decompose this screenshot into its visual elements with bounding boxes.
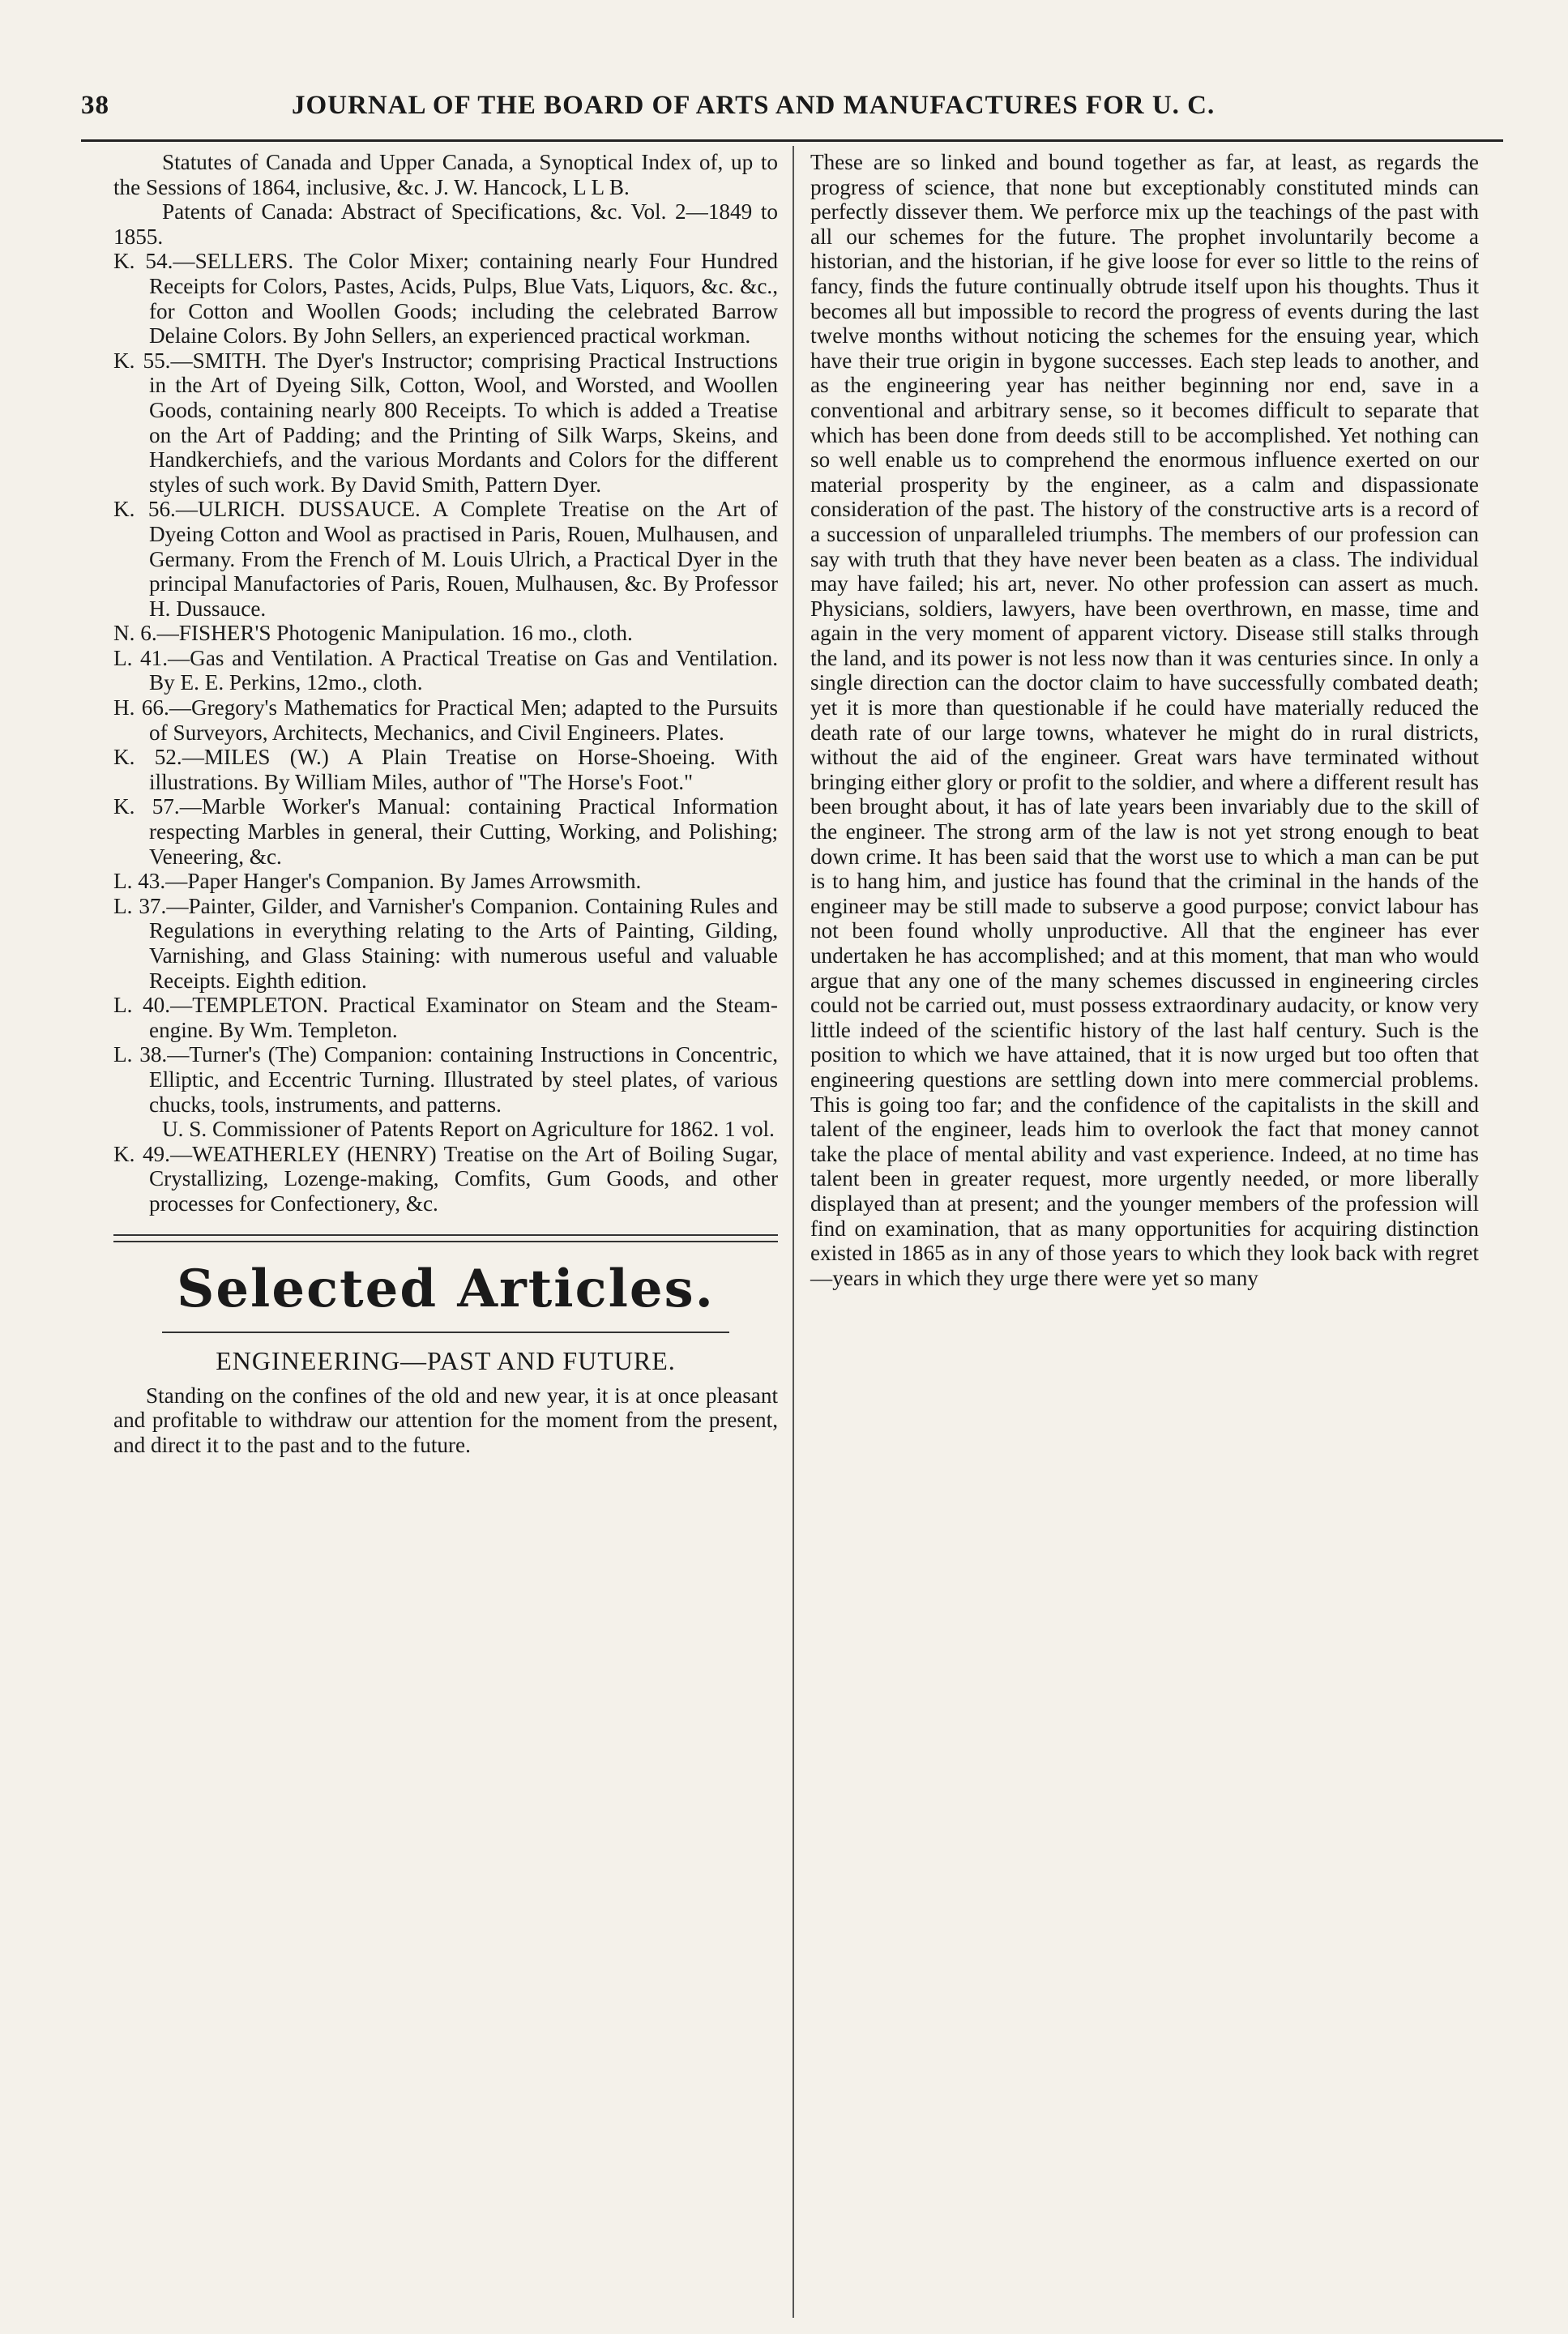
catalog-entry: K. 52.—MILES (W.) A Plain Treatise on Horse-Shoeing. With illustrations. By William Miles, author of "The Horse's Foot." — [113, 745, 778, 794]
section-rule — [113, 1234, 778, 1242]
catalog-entry: K. 55.—SMITH. The Dyer's Instructor; comprising Practical Instructions in the Art of Dyeing Silk, Cotton, Wool, and Worsted, and Woollen Goods, containing nearly 800 Receipts. To which is added a Treatise on the Art of Padding; and the Printing of Silk Warps, Skeins, and Handkerchiefs, and the various Mordants and Colors for the different styles of such work. By David Smith, Pattern Dyer. — [113, 348, 778, 497]
page-header — [81, 81, 1503, 130]
catalog-entry: N. 6.—FISHER'S Photogenic Manipulation. 16 mo., cloth. — [113, 621, 633, 646]
right-column — [810, 150, 1479, 1290]
column-divider — [793, 146, 794, 2318]
article-heading: ENGINEERING—PAST AND FUTURE. — [216, 1345, 676, 1375]
catalog-entry: K. 56.—ULRICH. DUSSAUCE. A Complete Treatise on the Art of Dyeing Cotton and Wool as practised in Paris, Rouen, Mulhausen, and Germany. From the French of M. Louis Ulrich, a Practical Dyer in the principal Manufactories of Paris, Rouen, Mulhausen, &c. By Professor H. Dussauce. — [113, 497, 778, 621]
heading-rule — [162, 1332, 729, 1333]
header-rule — [81, 139, 1503, 142]
section-title: Selected Articles. — [177, 1258, 715, 1319]
catalog-entry: L. 40.—TEMPLETON. Practical Examinator on Steam and the Steam-engine. By Wm. Templeton. — [113, 993, 778, 1042]
catalog-entry: H. 66.—Gregory's Mathematics for Practical Men; adapted to the Pursuits of Surveyors, Architects, Mechanics, and Civil Engineers. Plates. — [113, 695, 778, 745]
journal-title: JOURNAL OF THE BOARD OF ARTS AND MANUFACTURES FOR U. C. — [292, 91, 1216, 120]
catalog-entry: K. 49.—WEATHERLEY (HENRY) Treatise on the Art of Boiling Sugar, Crystallizing, Lozenge-making, Comfits, Gum Goods, and other processes for Confectionery, &c. — [113, 1141, 778, 1216]
catalog-entry: Statutes of Canada and Upper Canada, a Synoptical Index of, up to the Sessions of 1864, inclusive, &c. J. W. Hancock, L L B. — [113, 150, 778, 199]
catalog-entry: L. 41.—Gas and Ventilation. A Practical Treatise on Gas and Ventilation. By E. E. Perkins, 12mo., cloth. — [113, 645, 778, 695]
page-number: 38 — [81, 91, 109, 120]
catalog-entry: L. 38.—Turner's (The) Companion: containing Instructions in Concentric, Elliptic, and Eccentric Turning. Illustrated by steel plates, of various chucks, tools, instruments, and patterns. — [113, 1042, 778, 1117]
catalog-entry: L. 37.—Painter, Gilder, and Varnisher's Companion. Containing Rules and Regulations in everything relating to the Arts of Painting, Gilding, Varnishing, and Glass Staining: with numerous useful and valuable Receipts. Eighth edition. — [113, 893, 778, 993]
article-opening: Standing on the confines of the old and new year, it is at once pleasant and profitable to withdraw our attention for the moment from the present, and direct it to the past and to the future. — [113, 1383, 778, 1457]
catalog-entry: L. 43.—Paper Hanger's Companion. By James Arrowsmith. — [113, 869, 642, 894]
catalog-entry: K. 57.—Marble Worker's Manual: containing Practical Information respecting Marbles in general, their Cutting, Working, and Polishing; Veneering, &c. — [113, 794, 778, 869]
catalog-entry: U. S. Commissioner of Patents Report on Agriculture for 1862. 1 vol. — [162, 1117, 775, 1142]
left-column — [113, 150, 778, 1457]
catalog-entry: K. 54.—SELLERS. The Color Mixer; containing nearly Four Hundred Receipts for Colors, Pastes, Acids, Pulps, Blue Vats, Liquors, &c. &c., for Cotton and Woollen Goods; including the celebrated Barrow Delaine Colors. By John Sellers, an experienced practical workman. — [113, 249, 778, 348]
catalog-entry: Patents of Canada: Abstract of Specifications, &c. Vol. 2—1849 to 1855. — [113, 199, 778, 249]
article-body: These are so linked and bound together as far, at least, as regards the progress of science, that none but exceptionably constituted minds can perfectly dissever them. We perforce mix up the teachings of the past with all our schemes for the future. The prophet involuntarily become a historian, and the historian, if he give loose for ever so little to the reins of fancy, finds the future continually obtrude itself upon his thoughts. Thus it becomes all but impossible to record the progress of events during the last twelve months without noticing the schemes for the ensuing year, which have their true origin in bygone successes. Each step leads to another, and as the engineering year has neither beginning nor end, save in a conventional and arbitrary sense, so it becomes difficult to separate that which has been done from deeds still to be accomplished. Yet nothing can so well enable us to comprehend the enormous influence exerted on our material prosperity by the engineer, as a calm and dispassionate consideration of the past. The history of the constructive arts is a record of a succession of unparalleled triumphs. The members of our profession can say with truth that they have never been beaten as a class. The individual may have failed; his art, never. No other profession can assert as much. Physicians, soldiers, lawyers, have been overthrown, en masse, time and again in the very moment of apparent victory. Disease still stalks through the land, and its power is not less now than it was centuries since. In only a single direction can the doctor claim to have successfully combated death; yet it is more than questionable if he could have materially reduced the death rate of our large towns, whatever he might do in rural districts, without the aid of the engineer. Great wars have terminated without bringing either glory or profit to the soldier, and where a different result has been brought about, it has of late years been invariably due to the skill of the engineer. The strong arm of the law is not yet strong enough to beat down crime. It has been said that the worst use to which a man can be put is to hang him, and justice has found that the criminal in the hands of the engineer may be still made to subserve a good purpose; convict labour has not been found wholly unproductive. All that the engineer has ever undertaken he has accomplished; and at this moment, that man who would argue that any one of the many schemes discussed in engineering circles could not be carried out, must possess extraordinary audacity, or know very little indeed of the scientific history of the last half century. Such is the position to which we have attained, that it is now urged but too often that engineering questions are settling down into mere commercial problems. This is going too far; and the confidence of the capitalists in the skill and talent of the engineer, leads him to overlook the fact that money cannot take the place of mental ability and vast experience. Indeed, at no time has talent been in greater request, more urgently needed, or more liberally displayed than at present; and the younger members of the profession will find on examination, that as many opportunities for acquiring distinction existed in 1865 as in any of those years to which they look back with regret—years in which they urge there were yet so many — [810, 150, 1479, 1290]
